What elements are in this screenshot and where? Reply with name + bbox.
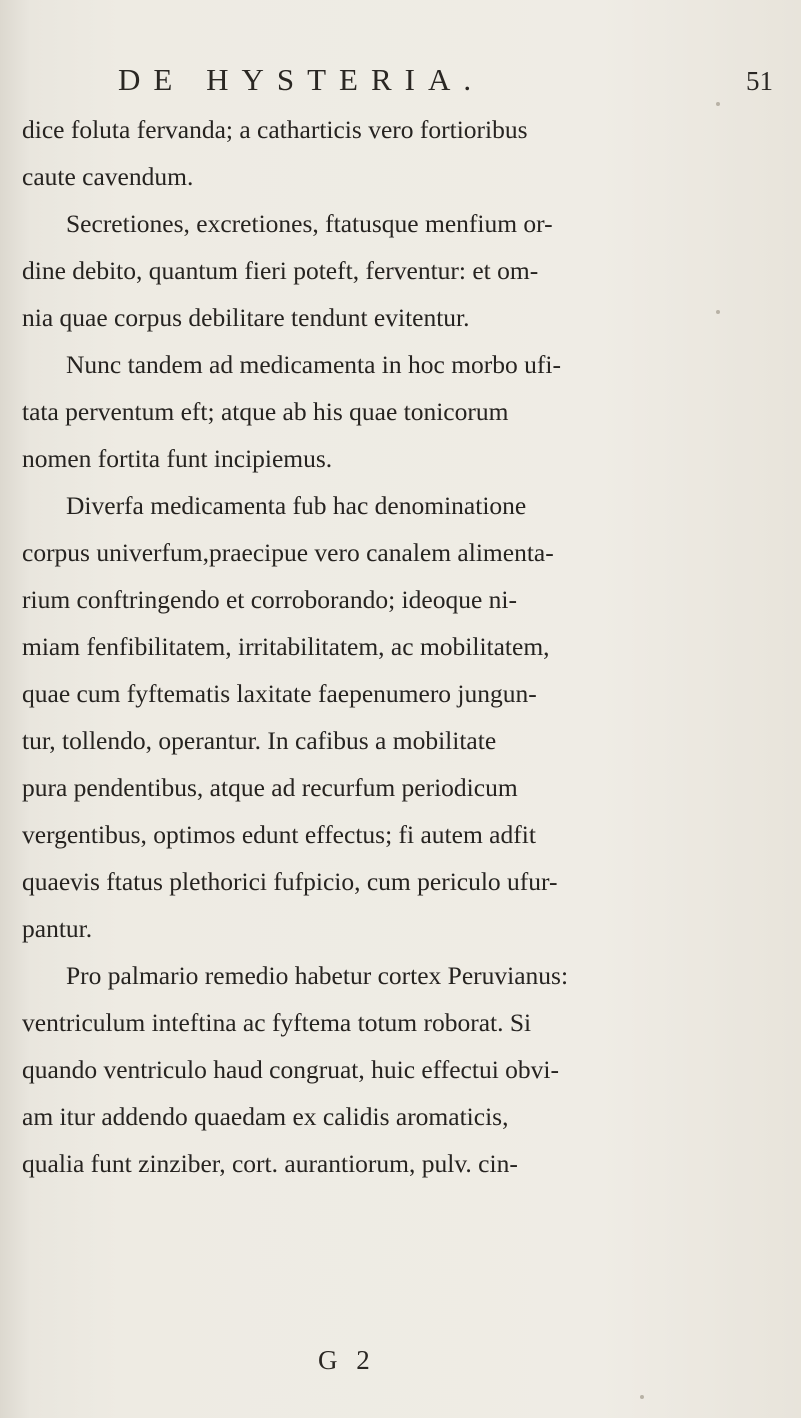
text-line: rium conftringendo et corroborando; ideoque ni- xyxy=(22,585,517,614)
text-line: am itur addendo quaedam ex calidis aromaticis, xyxy=(22,1102,509,1131)
text-line: Pro palmario remedio habetur cortex Peruvianus: xyxy=(66,961,569,990)
text-line: dice foluta fervanda; a catharticis vero fortioribus xyxy=(22,115,528,144)
paper-speck xyxy=(640,1395,644,1399)
text-line: Nunc tandem ad medicamenta in hoc morbo ufi- xyxy=(66,350,561,379)
running-header xyxy=(118,62,773,110)
page-number: 51 xyxy=(746,66,773,96)
text-line: pantur. xyxy=(22,914,93,943)
text-line: qualia funt zinziber, cort. aurantiorum, pulv. cin- xyxy=(22,1149,518,1178)
text-line: Secretiones, excretiones, ftatusque menfium or- xyxy=(66,209,553,238)
signature-mark: G 2 xyxy=(318,1345,376,1375)
text-line: pura pendentibus, atque ad recurfum periodicum xyxy=(22,773,518,802)
text-line: dine debito, quantum fieri poteft, ferventur: et om- xyxy=(22,256,539,285)
text-line: nomen fortita funt incipiemus. xyxy=(22,444,333,473)
text-line: miam fenfibilitatem, irritabilitatem, ac mobilitatem, xyxy=(22,632,550,661)
paper-speck xyxy=(716,102,720,106)
running-title: DE HYSTERIA. xyxy=(118,62,485,97)
text-line: nia quae corpus debilitare tendunt evitentur. xyxy=(22,303,470,332)
text-line: tata perventum eft; atque ab his quae tonicorum xyxy=(22,397,509,426)
text-line: ventriculum inteftina ac fyftema totum roborat. Si xyxy=(22,1008,532,1037)
text-line: quae cum fyftematis laxitate faepenumero jungun- xyxy=(22,679,537,708)
body-text xyxy=(22,106,792,1187)
text-line: Diverfa medicamenta fub hac denominatione xyxy=(66,491,527,520)
text-line: caute cavendum. xyxy=(22,162,194,191)
text-line: corpus univerfum,praecipue vero canalem alimenta- xyxy=(22,538,554,567)
text-line: tur, tollendo, operantur. In cafibus a mobilitate xyxy=(22,726,497,755)
text-line: quando ventriculo haud congruat, huic effectui obvi- xyxy=(22,1055,559,1084)
text-line: vergentibus, optimos edunt effectus; fi autem adfit xyxy=(22,820,536,849)
paper-speck xyxy=(716,310,720,314)
text-line: quaevis ftatus plethorici fufpicio, cum periculo ufur- xyxy=(22,867,558,896)
